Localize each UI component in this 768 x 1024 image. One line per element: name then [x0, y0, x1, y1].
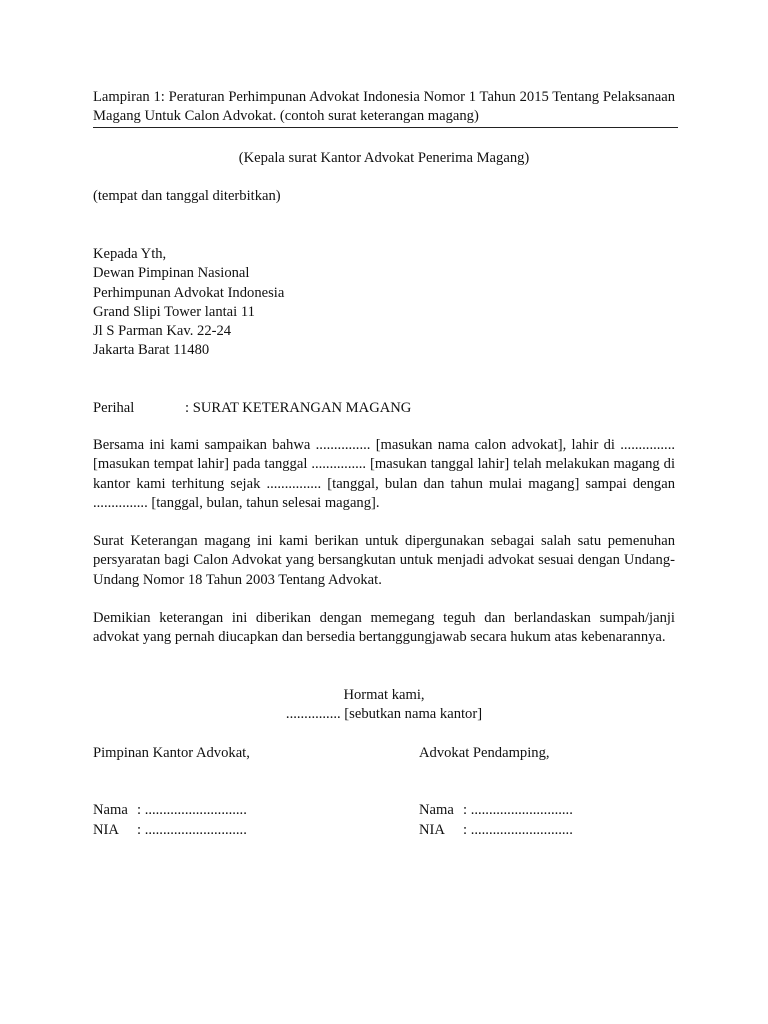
recipient-line: Grand Slipi Tower lantai 11	[93, 303, 255, 320]
nia-value: : ............................	[463, 821, 573, 838]
signature-name-row	[93, 801, 353, 820]
name-value: : ............................	[463, 802, 573, 819]
signature-nia-row	[419, 821, 679, 840]
recipient-address	[93, 245, 675, 361]
recipient-line: Jakarta Barat 11480	[93, 342, 210, 359]
paragraph-purpose: Surat Keterangan magang ini kami berikan untuk dipergunakan sebagai salah satu pemenuhan persyaratan bagi Calon Advokat yang bersangkutan untuk menjadi advokat sesuai dengan Undang-Undang Nomor 18 Tahun 2003 Tentang Advokat.	[93, 533, 675, 588]
header-divider	[93, 127, 678, 128]
signature-left	[93, 744, 353, 840]
recipient-line: Perhimpunan Advokat Indonesia	[93, 284, 285, 301]
signature-name-row	[419, 801, 679, 820]
recipient-line: Jl S Parman Kav. 22-24	[93, 323, 232, 340]
signature-nia-row	[93, 821, 353, 840]
name-label: Nama	[419, 802, 454, 819]
recipient-line: Dewan Pimpinan Nasional	[93, 265, 250, 282]
recipient-line: Kepada Yth,	[93, 246, 167, 262]
signature-title: Advokat Pendamping,	[419, 745, 550, 761]
nia-label: NIA	[419, 821, 445, 838]
name-value: : ............................	[137, 802, 247, 819]
signature-right	[419, 744, 679, 840]
closing-office: ............... [sebutkan nama kantor]	[285, 706, 483, 723]
name-label: Nama	[93, 802, 128, 819]
subject-label: Perihal	[93, 400, 135, 416]
nia-label: NIA	[93, 821, 119, 838]
closing-salutation: Hormat kami,	[343, 687, 425, 703]
letterhead-placeholder: (Kepala surat Kantor Advokat Penerima Magang)	[238, 150, 530, 166]
closing-block	[93, 686, 675, 725]
paragraph-closing: Demikian keterangan ini diberikan dengan memegang teguh dan berlandaskan sumpah/janji advokat yang pernah diucapkan dan bersedia bertanggungjawab secara hukum atas kebenarannya.	[93, 610, 675, 646]
lampiran-heading: Lampiran 1: Peraturan Perhimpunan Advokat Indonesia Nomor 1 Tahun 2015 Tentang Pelaksanaan Magang Untuk Calon Advokat. (contoh surat keterangan magang)	[93, 89, 675, 125]
signature-title: Pimpinan Kantor Advokat,	[93, 745, 250, 761]
nia-value: : ............................	[137, 821, 247, 838]
subject-value: : SURAT KETERANGAN MAGANG	[185, 400, 412, 416]
subject-line	[93, 399, 675, 418]
paragraph-intro: Bersama ini kami sampaikan bahwa ............... [masukan nama calon advokat], lahir di ............... [masukan tempat lahir] pada tanggal ............... [masukan tanggal lahir] telah melakukan magang di kantor kami terhitung sejak ............... [tanggal, bulan dan tahun mulai magang] sampai dengan ............... [tanggal, bulan, tahun selesai magang].	[93, 437, 675, 511]
place-date: (tempat dan tanggal diterbitkan)	[93, 188, 281, 204]
